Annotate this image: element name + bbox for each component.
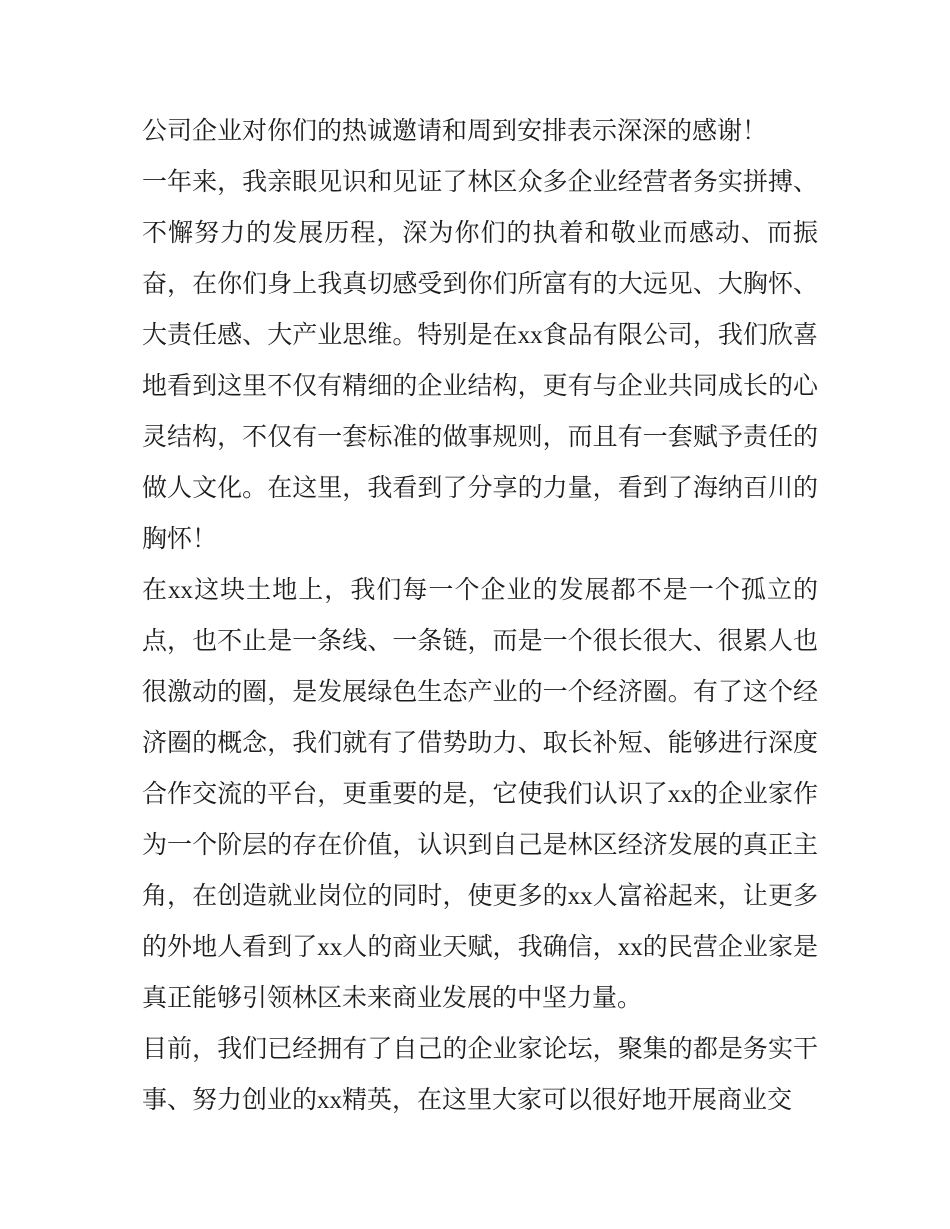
paragraph-thanks: 公司企业对你们的热诚邀请和周到安排表示深深的感谢！ xyxy=(142,118,768,145)
paragraph-economic-circle: 在xx这块土地上，我们每一个企业的发展都不是一个孤立的点，也不止是一条线、一条链，而是一个很长很大、很累人也很激动的圈，是发展绿色生态产业的一个经济圈。有了这个经济圈的概念，我们就有了借势助力、取长补短、能够进行深度合作交流的平台，更重要的是，它使我们认识了xx的企业家作为一个阶层的存在价值，认识到自己是林区经济发展的真正主角，在创造就业岗位的同时，使更多的xx人富裕起来，让更多的外地人看到了xx人的商业天赋，我确信，xx的民营企业家是真正能够引领林区未来商业发展的中坚力量。 xyxy=(142,577,818,1012)
paragraph-year-review: 一年来，我亲眼见识和见证了林区众多企业经营者务实拼搏、不懈努力的发展历程，深为你们的执着和敬业而感动、而振奋，在你们身上我真切感受到你们所富有的大远见、大胸怀、大责任感、大产业思维。特别是在xx食品有限公司，我们欣喜地看到这里不仅有精细的企业结构，更有与企业共同成长的心灵结构，不仅有一套标准的做事规则，而且有一套赋予责任的做人文化。在这里，我看到了分享的力量，看到了海纳百川的胸怀！ xyxy=(142,169,818,553)
paragraph-entrepreneur-forum: 目前，我们已经拥有了自己的企业家论坛，聚集的都是务实干事、努力创业的xx精英，在这里大家可以很好地开展商业交 xyxy=(142,1036,818,1114)
document-body xyxy=(142,106,818,1126)
